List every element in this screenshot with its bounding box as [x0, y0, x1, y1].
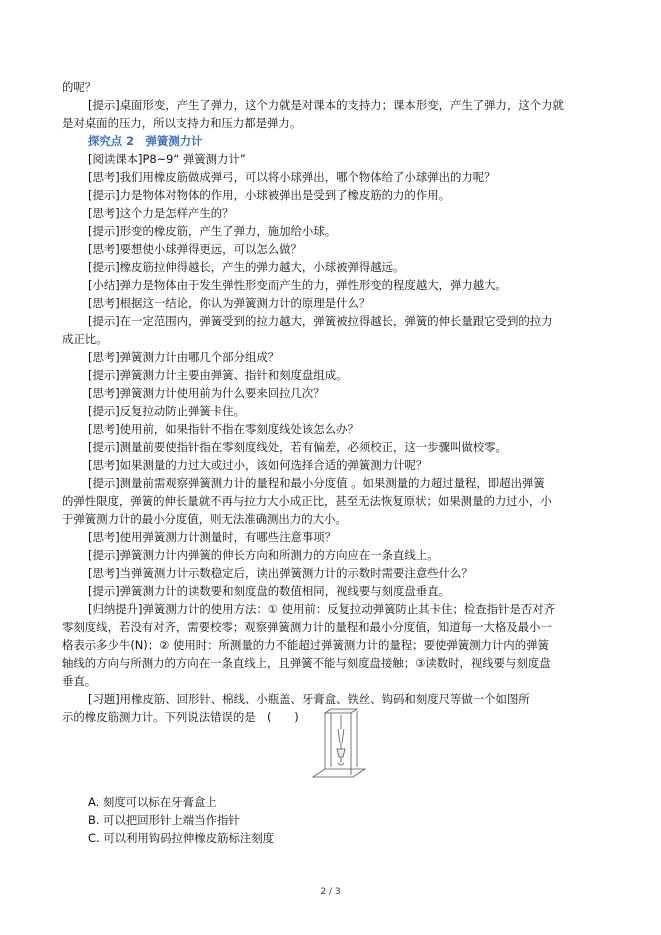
text-line: [思考]使用前，如果指针不指在零刻度线处该怎么办？	[88, 422, 359, 436]
rubber-band-force-meter-figure	[305, 707, 375, 787]
text-line: [提示]反复拉动防止弹簧卡住。	[88, 404, 245, 418]
text-line: [归纳提升]弹簧测力计的使用方法：① 使用前：反复拉动弹簧防止其卡住；检查指针是否对齐	[88, 602, 555, 616]
text-line: 是对桌面的压力，所以支持力和压力都是弹力。	[62, 116, 302, 130]
text-line: [提示]测量前要使指针指在零刻度线处，若有偏差，必须校正，这一步骤叫做校零。	[88, 440, 507, 454]
text-line: [思考]使用弹簧测力计测量时，有哪些注意事项？	[88, 530, 337, 544]
text-line: [提示]形变的橡皮筋，产生了弹力，施加给小球。	[88, 224, 337, 238]
text-line: [小结]弹力是物体由于发生弹性形变而产生的力，弹性形变的程度越大，弹力越大。	[88, 278, 507, 292]
text-line: [思考]我们用橡皮筋做成弹弓，可以将小球弹出，哪个物体给了小球弹出的力呢？	[88, 170, 496, 184]
option-a: A. 刻度可以标在牙膏盒上	[88, 795, 217, 809]
text-line: [提示]力是物体对物体的作用，小球被弹出是受到了橡皮筋的力的作用。	[88, 188, 450, 202]
text-line: 零刻度线，若没有对齐，需要校零；观察弹簧测力计的量程和最小分度值，知道每一大格及最小一	[62, 620, 552, 634]
text-line: [思考]如果测量的力过大或过小，该如何选择合适的弹簧测力计呢？	[88, 458, 428, 472]
text-line: [思考]要想使小球弹得更远，可以怎么做？	[88, 242, 302, 256]
text-line: [提示]橡皮筋拉伸得越长，产生的弹力越大，小球被弹得越远。	[88, 260, 405, 274]
text-line: 的呢？	[62, 80, 97, 94]
text-line: 轴线的方向与所测力的方向在一条直线上，且弹簧不能与刻度盘接触；③读数时，视线要与刻度盘	[62, 656, 551, 670]
page-number: 2 / 3	[320, 887, 341, 897]
text-line: [提示]在一定范围内，弹簧受到的拉力越大，弹簧被拉得越长，弹簧的伸长量跟它受到的拉力	[88, 314, 553, 328]
text-line: [提示]桌面形变，产生了弹力，这个力就是对课本的支持力；课本形变，产生了弹力，这个力就	[88, 98, 564, 112]
text-line: [习题]用橡皮筋、回形针、棉线、小瓶盖、牙膏盒、铁丝、钩码和刻度尺等做一个如图所	[88, 692, 530, 706]
text-line: [思考]弹簧测力计由哪几个部分组成？	[88, 350, 280, 364]
text-line: [提示]弹簧测力计内弹簧的伸长方向和所测力的方向应在一条直线上。	[88, 548, 439, 562]
text-line: [提示]弹簧测力计主要由弹簧、指针和刻度盘组成。	[88, 368, 348, 382]
text-line: 格表示多少牛(N)；② 使用时：所测量的力不能超过弹簧测力计的量程；要使弹簧测力计内的弹簧	[62, 638, 549, 652]
section-heading: 探究点 2 弹簧测力计	[88, 134, 203, 148]
text-line: 示的橡皮筋测力计。下列说法错误的是 ( )	[62, 710, 299, 724]
text-line: 于弹簧测力计的最小分度值，则无法准确测出力的大小。	[62, 512, 347, 526]
text-line: [思考]当弹簧测力计示数稳定后，读出弹簧测力计的示数时需要注意些什么？	[88, 566, 473, 580]
option-b: B. 可以把回形针上端当作指针	[88, 813, 240, 827]
text-line: 的弹性限度，弹簧的伸长量就不再与拉力大小成正比，甚至无法恢复原状；如果测量的力过小，小	[62, 494, 552, 508]
text-line: [思考]根据这一结论，你认为弹簧测力计的原理是什么？	[88, 296, 371, 310]
text-line: [阅读课本]P8~9“ 弹簧测力计”	[88, 152, 246, 166]
text-line: [提示]测量前需观察弹簧测力计的量程和最小分度值 。如果测量的力超过量程，即超出弹簧	[88, 476, 545, 490]
option-c: C. 可以利用钩码拉伸橡皮筋标注刻度	[88, 831, 275, 845]
text-line: [思考]弹簧测力计使用前为什么要来回拉几次？	[88, 386, 325, 400]
text-line: 垂直。	[62, 674, 97, 688]
text-line: [思考]这个力是怎样产生的？	[88, 206, 234, 220]
text-line: 成正比。	[62, 332, 108, 346]
text-line: [提示]弹簧测力计的读数要和刻度盘的数值相同，视线要与刻度盘垂直。	[88, 584, 450, 598]
